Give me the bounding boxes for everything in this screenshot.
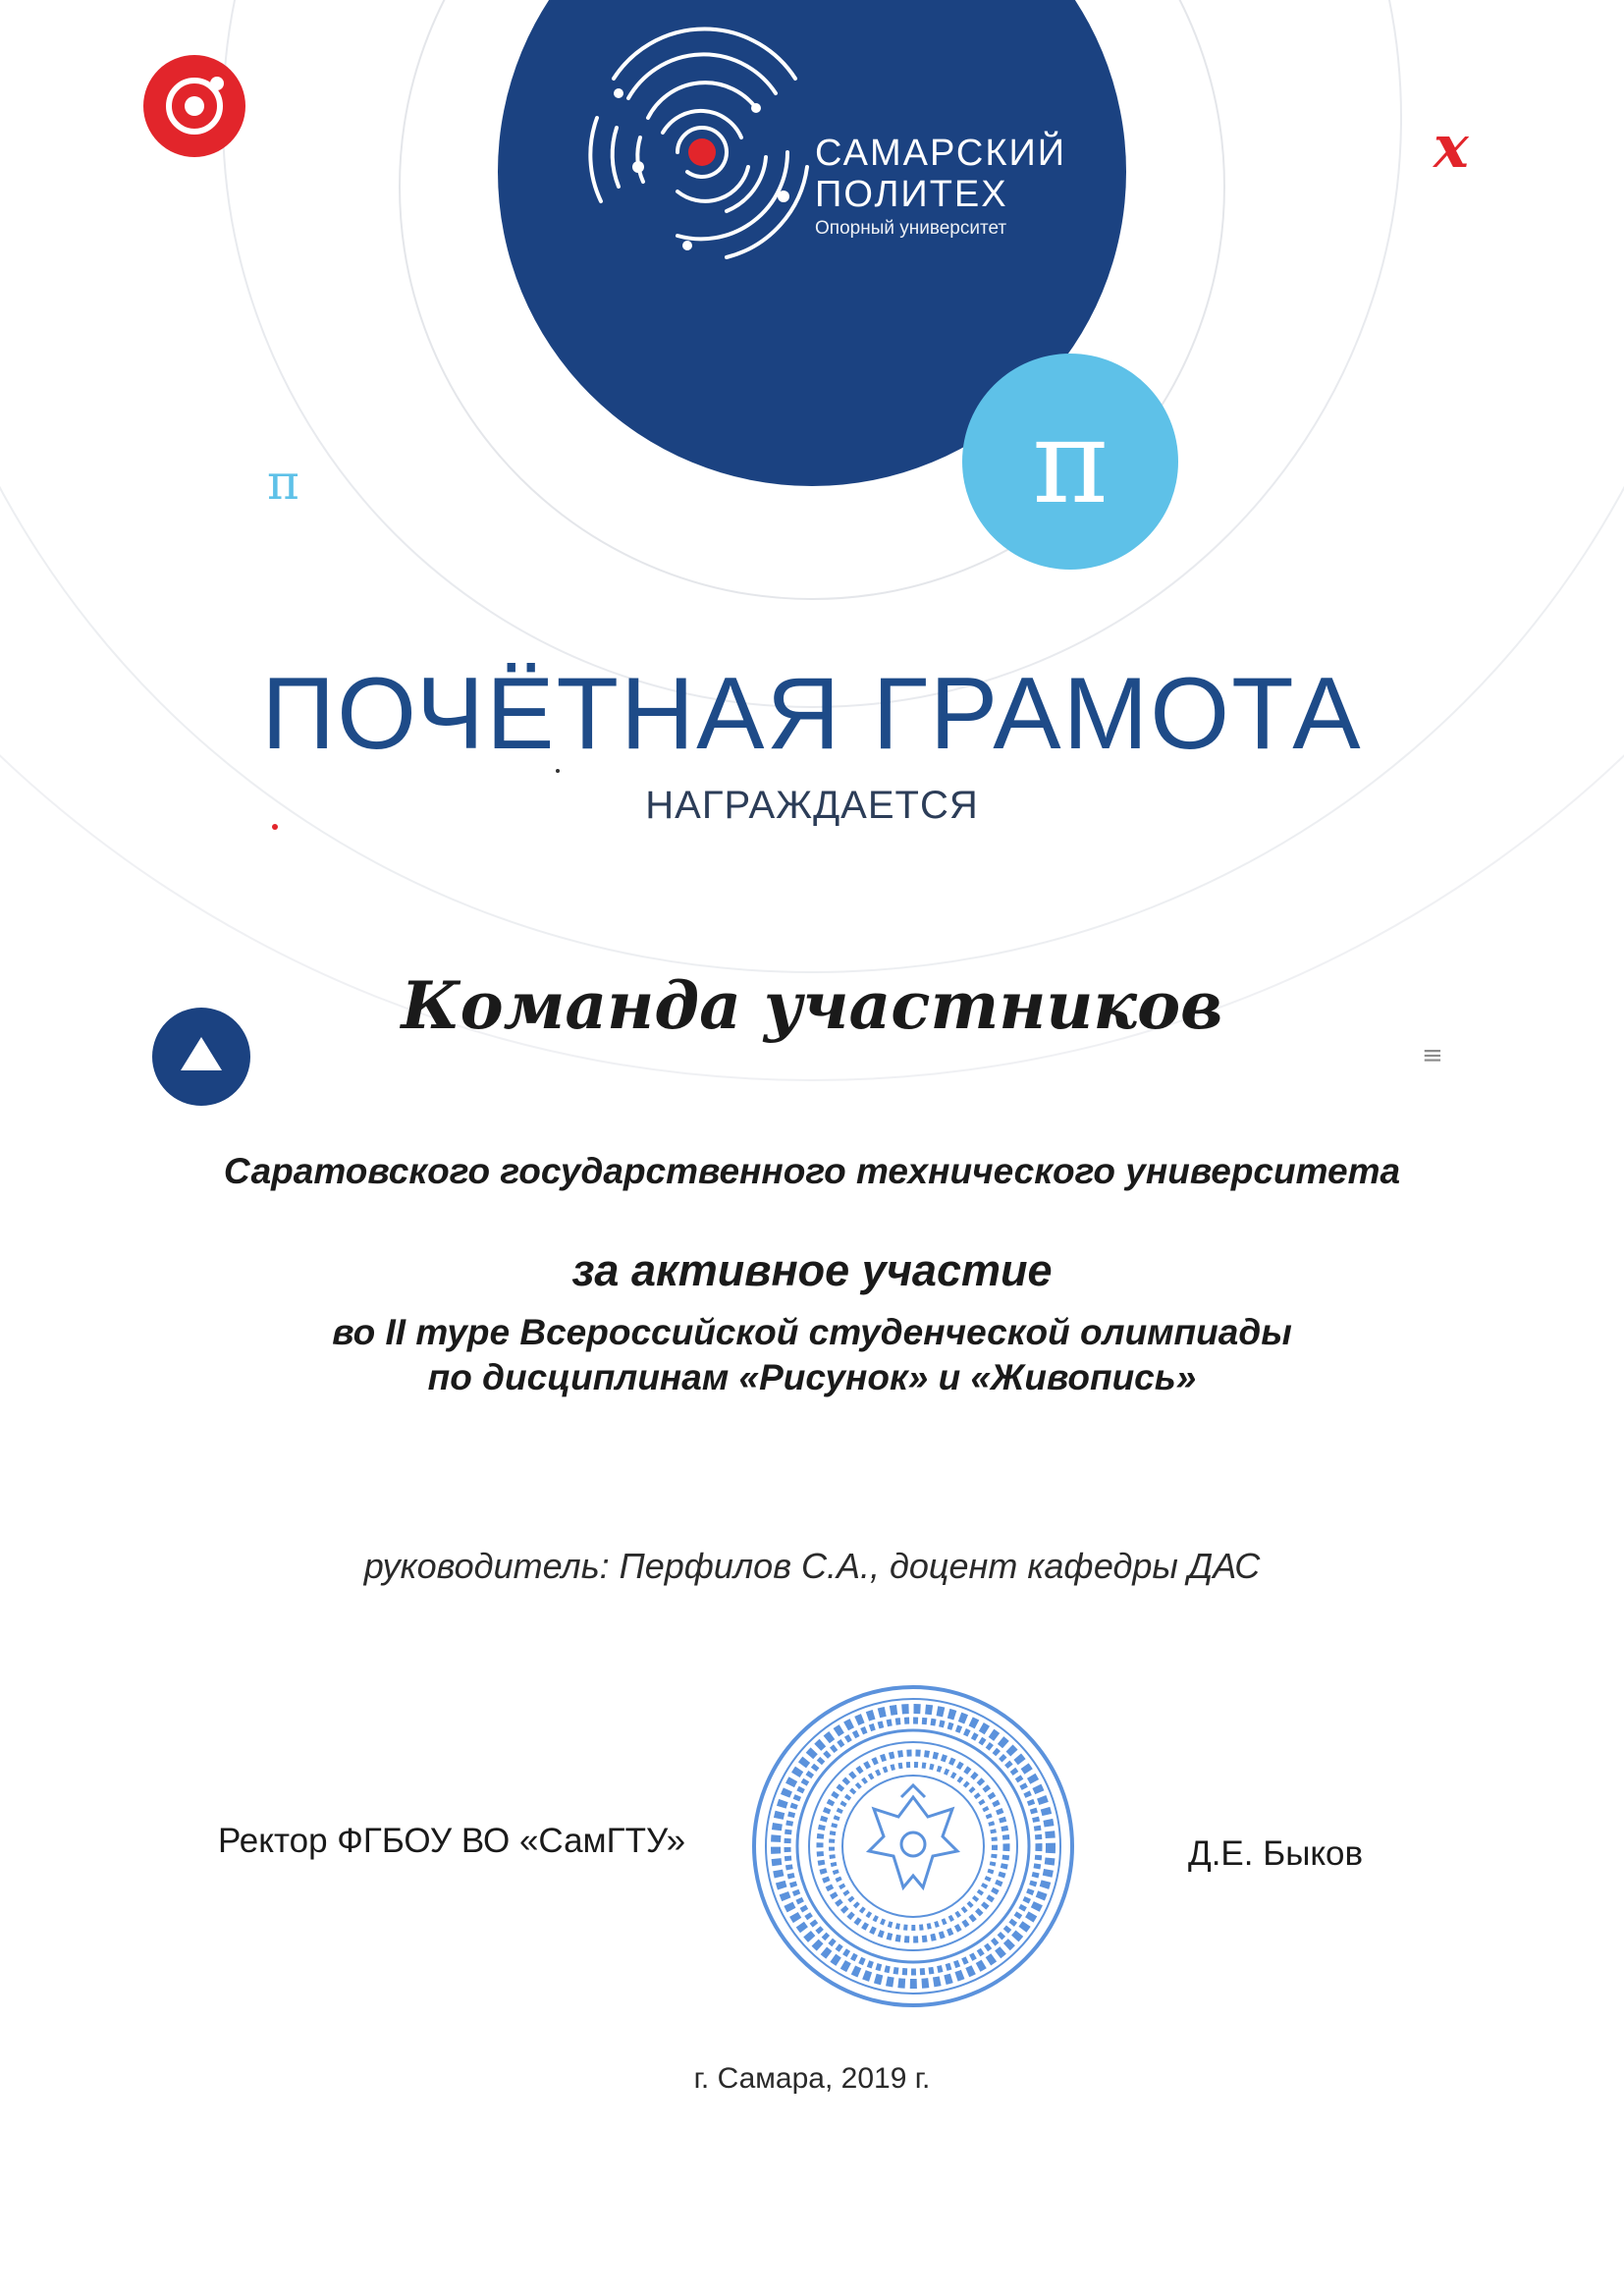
- recipient-university: Саратовского государственного технического университета: [223, 1151, 1401, 1191]
- equivalence-symbol-icon: ≡: [1422, 1041, 1443, 1070]
- logo-line-1: САМАРСКИЙ: [815, 133, 1067, 174]
- pi-small-icon: π: [267, 454, 299, 511]
- x-symbol-icon: x: [1434, 113, 1469, 182]
- rector-title: Ректор ФГБОУ ВО «СамГТУ»: [218, 1822, 686, 1860]
- place-and-date: г. Самара, 2019 г.: [693, 2062, 931, 2095]
- team-leader: руководитель: Перфилов С.А., доцент кафедры ДАС: [363, 1546, 1261, 1586]
- logo-line-2: ПОЛИТЕХ: [815, 174, 1008, 215]
- recipient-name: Команда участников: [401, 967, 1223, 1044]
- target-icon: [143, 55, 245, 157]
- award-description: [0, 1310, 1624, 1400]
- official-stamp: [746, 1679, 1080, 2013]
- rector-name: Д.Е. Быков: [1188, 1834, 1364, 1873]
- description-line-1: во II туре Всероссийской студенческой олимпиады: [332, 1312, 1292, 1352]
- award-reason: за активное участие: [571, 1245, 1053, 1295]
- logo-tagline: Опорный университет: [815, 218, 1007, 239]
- certificate-title: ПОЧЁТНАЯ ГРАМОТА: [261, 657, 1363, 771]
- certificate-subtitle: НАГРАЖДАЕТСЯ: [645, 784, 979, 827]
- logo-text: [815, 132, 1066, 244]
- description-line-2: по дисциплинам «Рисунок» и «Живопись»: [427, 1357, 1197, 1397]
- pi-large-icon: π: [1032, 394, 1109, 529]
